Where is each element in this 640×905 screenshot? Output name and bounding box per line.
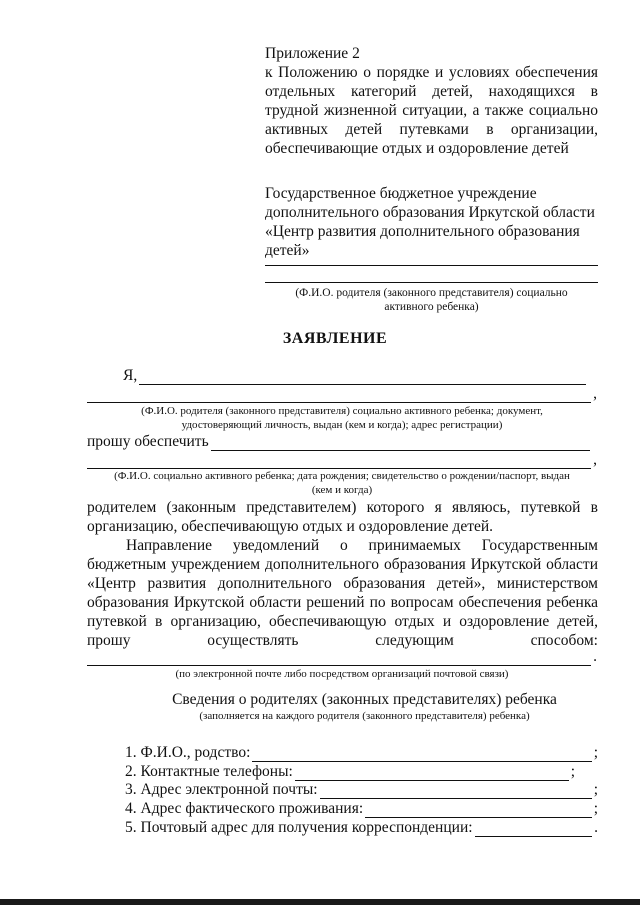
field-end: ; [593, 781, 598, 798]
appendix-block [265, 44, 598, 158]
email-field[interactable] [320, 783, 592, 799]
paragraph-line: организацию, обеспечивающую отдых и оздоровление детей. [87, 518, 494, 535]
recipient-block [265, 184, 600, 260]
parent-field-label: 2. Контактные телефоны: [125, 763, 293, 780]
notification-method-row [87, 647, 597, 666]
parent-field-row-4 [125, 799, 598, 818]
address-field[interactable] [365, 802, 592, 818]
applicant-prefix: Я, [123, 367, 138, 384]
applicant-name-field[interactable] [139, 369, 586, 385]
request-caption [87, 469, 597, 497]
postal-address-field[interactable] [475, 821, 593, 837]
parent-field-row-3 [125, 780, 598, 799]
recipient-caption [265, 286, 598, 314]
recipient-fill-line[interactable] [265, 282, 598, 283]
parent-field-label: 4. Адрес фактического проживания: [125, 800, 364, 817]
caption-line: (кем и когда) [311, 484, 373, 496]
field-end: . [594, 819, 598, 836]
applicant-details-field[interactable] [87, 387, 591, 403]
caption-line: удостоверяющий личность, выдан (кем и когда); адрес регистрации) [181, 419, 503, 431]
scan-edge [0, 899, 640, 905]
child-details-field[interactable] [87, 453, 591, 469]
recipient-line: дополнительного образования Иркутской области [265, 204, 595, 221]
paragraph-line: прошу осуществлять следующим способом: [87, 632, 598, 649]
request-row-2 [87, 450, 597, 469]
phone-field[interactable] [295, 765, 569, 781]
recipient-line: Государственное бюджетное учреждение [265, 185, 537, 202]
appendix-text-line: трудной жизненной ситуации, а также социально [265, 102, 598, 119]
request-prefix: прошу обеспечить [87, 433, 209, 450]
notification-caption: (по электронной почте либо посредством организаций почтовой связи) [175, 668, 509, 680]
caption-line: активного ребенка) [384, 301, 479, 313]
parents-heading: Сведения о родителях (законных представителях) ребенка [172, 691, 557, 708]
applicant-row-2 [87, 384, 597, 403]
relationship-field[interactable] [252, 746, 591, 762]
appendix-number: Приложение 2 [265, 45, 360, 62]
comma: , [593, 451, 597, 468]
paragraph-line: путевкой в организацию, обеспечивающую отдых и оздоровление детей, [87, 613, 598, 630]
field-end: ; [593, 800, 598, 817]
parent-field-row-2 [125, 762, 575, 781]
paragraph-line: бюджетным учреждением дополнительного образования Иркутской области [87, 556, 598, 573]
request-row [87, 432, 592, 451]
recipient-line: детей» [265, 242, 310, 259]
paragraph-line: «Центр развития дополнительного образования детей», министерством [87, 575, 598, 592]
applicant-caption [87, 404, 597, 432]
paragraph-line: образования Иркутской области решений по вопросам обеспечения ребенка [87, 594, 598, 611]
appendix-text-line: к Положению о порядке и условиях обеспечения [265, 64, 598, 81]
caption-line: (Ф.И.О. родителя (законного представителя) социально [295, 287, 568, 299]
child-name-field[interactable] [211, 435, 590, 451]
period: . [593, 648, 597, 665]
body-text [87, 498, 598, 650]
caption-line: (Ф.И.О. родителя (законного представителя) социально активного ребенка; документ, [141, 405, 543, 417]
caption-line: (Ф.И.О. социально активного ребенка; дата рождения; свидетельство о рождении/паспорт, выдан [114, 470, 570, 482]
paragraph-line: Направление уведомлений о принимаемых Государственным [126, 537, 598, 554]
document-title: ЗАЯВЛЕНИЕ [282, 330, 388, 347]
parent-field-row-5 [125, 818, 598, 837]
comma: , [593, 385, 597, 402]
field-end: ; [593, 744, 598, 761]
notification-method-field[interactable] [87, 650, 591, 666]
appendix-text-line: активных детей путевками в организации, [265, 121, 598, 138]
parent-field-row-1 [125, 743, 598, 762]
field-end: ; [570, 763, 575, 780]
parents-subheading: (заполняется на каждого родителя (законного представителя) ребенка) [199, 710, 530, 722]
recipient-fill-line[interactable] [265, 265, 598, 266]
appendix-text-line: обеспечивающие отдых и оздоровление детей [265, 140, 569, 157]
appendix-text-line: отдельных категорий детей, находящихся в [265, 83, 598, 100]
parent-field-label: 1. Ф.И.О., родство: [125, 744, 251, 761]
parent-field-label: 5. Почтовый адрес для получения корреспонденции: [125, 819, 473, 836]
paragraph-line: родителем (законным представителем) которого я являюсь, путевкой в [87, 499, 598, 516]
recipient-line: «Центр развития дополнительного образования [265, 223, 580, 240]
parent-field-label: 3. Адрес электронной почты: [125, 781, 318, 798]
applicant-row [123, 366, 588, 385]
